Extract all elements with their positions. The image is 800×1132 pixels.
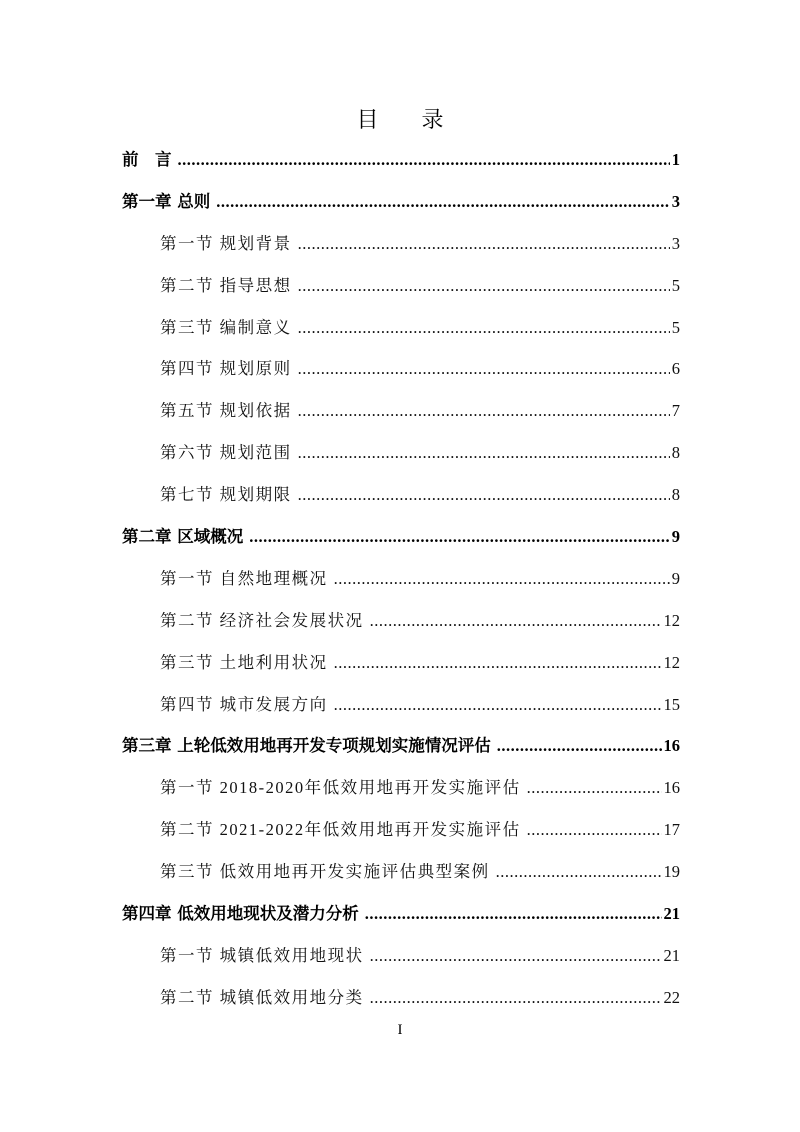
toc-entry-label: 第三章 上轮低效用地再开发专项规划实施情况评估 (122, 736, 491, 756)
toc-entry-page: 12 (663, 652, 680, 672)
toc-entry-chapter[interactable] (122, 523, 680, 565)
toc-entry-page: 9 (671, 527, 680, 547)
toc-entry-label: 第二节 指导思想 (160, 275, 292, 295)
toc-entry-label: 第一节 2018-2020年低效用地再开发实施评估 (160, 778, 521, 798)
toc-entry-section[interactable] (122, 942, 680, 984)
toc-entry-section[interactable] (122, 439, 680, 481)
toc-entry-chapter[interactable] (122, 188, 680, 230)
toc-title: 目 录 (356, 108, 462, 133)
dot-leader (178, 146, 670, 174)
dot-leader (370, 607, 662, 635)
toc-entry-page: 8 (671, 485, 680, 505)
toc-entry-page: 1 (671, 150, 680, 169)
toc-entry-page: 21 (663, 904, 680, 924)
toc-entry-page: 3 (671, 191, 680, 211)
dot-leader (249, 523, 670, 551)
toc-entry-label: 第四章 低效用地现状及潜力分析 (122, 904, 359, 924)
toc-entry-page: 6 (671, 359, 680, 379)
toc-entry-page: 5 (671, 275, 680, 295)
dot-leader (496, 858, 662, 886)
toc-entry-chapter[interactable] (122, 900, 680, 942)
toc-entry-page: 8 (671, 443, 680, 463)
toc-entry-page: 16 (663, 778, 680, 798)
toc-entry-page: 17 (663, 820, 680, 840)
dot-leader (527, 774, 662, 802)
dot-leader (370, 942, 662, 970)
dot-leader (497, 732, 662, 760)
dot-leader (298, 439, 670, 467)
dot-leader (298, 230, 670, 258)
toc-entry-label: 第五节 规划依据 (160, 401, 292, 421)
dot-leader (370, 984, 662, 1012)
dot-leader (527, 816, 662, 844)
dot-leader (298, 272, 670, 300)
dot-leader (216, 188, 670, 216)
toc-entry-label: 第一章 总则 (122, 191, 211, 211)
toc-entry-label: 第六节 规划范围 (160, 443, 292, 463)
toc-entry-section[interactable] (122, 691, 680, 733)
toc-entry-section[interactable] (122, 397, 680, 439)
toc-entry-section[interactable] (122, 272, 680, 314)
toc-entry-section[interactable] (122, 816, 680, 858)
toc-entry-label: 第二节 2021-2022年低效用地再开发实施评估 (160, 820, 521, 840)
toc-entry-page: 9 (671, 568, 680, 588)
dot-leader (334, 649, 662, 677)
toc-entry-page: 3 (671, 233, 680, 253)
dot-leader (298, 355, 670, 383)
toc-entry-label: 第一节 自然地理概况 (160, 568, 328, 588)
toc-entry-label: 第二节 城镇低效用地分类 (160, 987, 364, 1007)
toc-entry-section[interactable] (122, 481, 680, 523)
toc-entry-page: 19 (663, 862, 680, 882)
toc-entry-label: 第一节 规划背景 (160, 233, 292, 253)
toc-entry-section[interactable] (122, 314, 680, 356)
toc-entry-chapter[interactable] (122, 732, 680, 774)
toc-entry-page: 15 (663, 694, 680, 714)
dot-leader (334, 691, 662, 719)
toc-entry-page: 12 (663, 610, 680, 630)
toc-entry-label: 第三节 低效用地再开发实施评估典型案例 (160, 862, 490, 882)
toc-entry-section[interactable] (122, 649, 680, 691)
dot-leader (334, 565, 670, 593)
toc-entry-label: 第一节 城镇低效用地现状 (160, 945, 364, 965)
toc-entry-page: 7 (671, 401, 680, 421)
toc-entry-page: 16 (663, 736, 680, 756)
page-number: I (397, 1022, 403, 1038)
toc-entry-label: 第三节 土地利用状况 (160, 652, 328, 672)
toc-entry-label: 第四节 规划原则 (160, 359, 292, 379)
toc-entry-section[interactable] (122, 607, 680, 649)
dot-leader (298, 397, 670, 425)
toc-entry-section[interactable] (122, 565, 680, 607)
toc-entry-label: 前 言 (122, 150, 172, 169)
toc-entry-section[interactable] (122, 774, 680, 816)
dot-leader (365, 900, 662, 928)
toc-entry-label: 第三节 编制意义 (160, 317, 292, 337)
toc-entry-label: 第二章 区域概况 (122, 527, 244, 547)
toc-entry-page: 22 (663, 987, 680, 1007)
dot-leader (298, 314, 670, 342)
toc-entry-section[interactable] (122, 858, 680, 900)
toc-entry-section[interactable] (122, 355, 680, 397)
toc-entry-label: 第四节 城市发展方向 (160, 694, 328, 714)
toc-entry-label: 第二节 经济社会发展状况 (160, 610, 364, 630)
toc-entry-page: 21 (663, 945, 680, 965)
table-of-contents (122, 146, 680, 1026)
toc-entry-label: 第七节 规划期限 (160, 485, 292, 505)
toc-entry-section[interactable] (122, 230, 680, 272)
toc-entry-chapter[interactable] (122, 146, 680, 188)
toc-entry-page: 5 (671, 317, 680, 337)
dot-leader (298, 481, 670, 509)
toc-entry-section[interactable] (122, 984, 680, 1026)
